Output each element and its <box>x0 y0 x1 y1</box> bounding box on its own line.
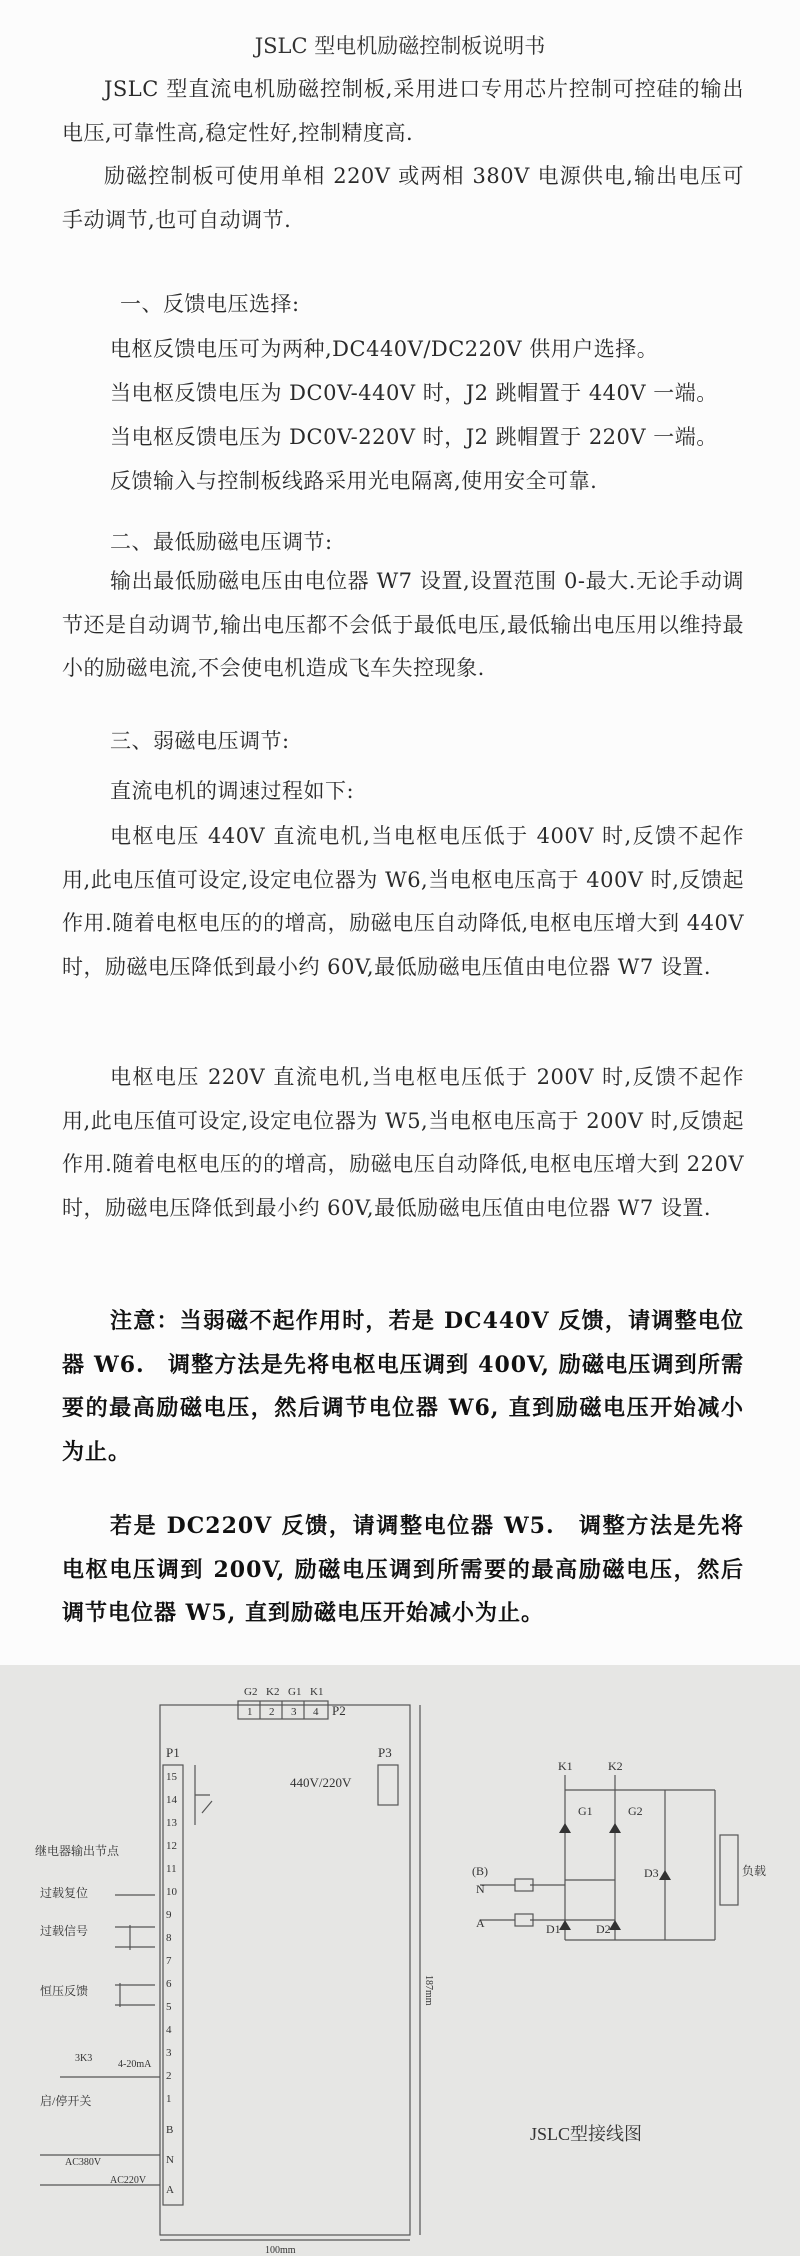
circuit-label-g2: G2 <box>628 1804 643 1818</box>
p2-label: P2 <box>332 1703 346 1718</box>
section-heading-feedback: 一、反馈电压选择: <box>120 292 300 316</box>
paragraph-440v-motor: 电枢电压 440V 直流电机,当电枢电压低于 400V 时,反馈不起作用,此电压值可设定,设定电位器为 W6,当电枢电压高于 400V 时,反馈起作用.随着电枢电压的的增高，励磁电压自动降低,电枢电压增大到 440V 时，励磁电压降低到最小约 60V,最低励磁电压值由电位器 W7 设置. <box>62 824 744 979</box>
p1-pin: 12 <box>166 1840 177 1852</box>
p1-pin: 11 <box>166 1863 177 1875</box>
circuit-label-b: (B) <box>472 1864 488 1878</box>
paragraph-note-w5: 若是 DC220V 反馈，请调整电位器 W5. 调整方法是先将电枢电压调到 200V, 励磁电压调到所需要的最高励磁电压，然后调节电位器 W5, 直到励磁电压开始减小为止。 <box>62 1513 744 1626</box>
board-outline <box>160 1705 410 2235</box>
label-overload-reset: 过载复位 <box>40 1886 89 1900</box>
paragraph-feedback-220: 当电枢反馈电压为 DC0V-220V 时，J2 跳帽置于 220V 一端。 <box>110 425 718 449</box>
wiring-diagram-svg <box>0 1665 800 2256</box>
p1-pin: N <box>166 2154 174 2166</box>
p1-pin: 2 <box>166 2070 172 2082</box>
circuit-label-k1: K1 <box>558 1759 573 1773</box>
paragraph-min-excitation: 输出最低励磁电压由电位器 W7 设置,设置范围 0-最大.无论手动调节还是自动调节,输出电压都不会低于最低电压,最低输出电压用以维持最小的励磁电流,不会使电机造成飞车失控现象. <box>62 569 744 680</box>
circuit-label-d2: D2 <box>596 1922 611 1936</box>
p1-pin: 4 <box>166 2024 172 2036</box>
p1-pin: 7 <box>166 1955 172 1967</box>
paragraph-note-w6: 注意：当弱磁不起作用时，若是 DC440V 反馈，请调整电位器 W6. 调整方法是先将电枢电压调到 400V, 励磁电压调到所需要的最高励磁电压，然后调节电位器 W6, 直到励磁电压开始减小为止。 <box>62 1308 744 1465</box>
section-heading-field-weakening: 三、弱磁电压调节: <box>110 729 290 753</box>
p2-pin-label: G2 <box>244 1686 258 1698</box>
p2-pin-label: G1 <box>288 1686 302 1698</box>
label-relay-output: 继电器输出节点 <box>35 1844 120 1858</box>
paragraph-feedback-options: 电枢反馈电压可为两种,DC440V/DC220V 供用户选择。 <box>110 337 659 361</box>
p1-pin: 15 <box>166 1771 177 1783</box>
p2-pin-number: 1 <box>247 1706 253 1718</box>
p1-pin: 14 <box>166 1794 177 1806</box>
p2-pin-number: 3 <box>291 1706 297 1718</box>
label-overload-signal: 过载信号 <box>40 1924 89 1938</box>
paragraph-220v-motor: 电枢电压 220V 直流电机,当电枢电压低于 200V 时,反馈不起作用,此电压值可设定,设定电位器为 W5,当电枢电压高于 200V 时,反馈起作用.随着电枢电压的的增高，励磁电压自动降低,电枢电压增大到 220V 时，励磁电压降低到最小约 60V,最低励磁电压值由电位器 W7 设置. <box>62 1065 744 1220</box>
p1-pin: 8 <box>166 1932 172 1944</box>
label-constant-voltage-feedback: 恒压反馈 <box>40 1984 89 1998</box>
p1-pin: B <box>166 2124 174 2136</box>
diagram-caption: JSLC型接线图 <box>530 2124 643 2144</box>
wiring-diagram <box>0 1665 800 2256</box>
p1-pin: 10 <box>166 1886 177 1898</box>
dim-height: 187mm <box>423 1975 434 2006</box>
paragraph-speed-process: 直流电机的调速过程如下: <box>110 779 355 803</box>
circuit-label-a: A <box>476 1916 485 1930</box>
paragraph-isolation: 反馈输入与控制板线路采用光电隔离,使用安全可靠. <box>110 469 598 493</box>
circuit-label-d3: D3 <box>644 1866 659 1880</box>
label-ac220v: AC220V <box>110 2175 147 2186</box>
p3-voltage-label: 440V/220V <box>290 1775 352 1790</box>
p1-pin: A <box>166 2184 174 2196</box>
circuit-label-k2: K2 <box>608 1759 623 1773</box>
circuit-label-d1: D1 <box>546 1922 561 1936</box>
p1-pin: 9 <box>166 1909 172 1921</box>
label-3k3: 3K3 <box>75 2053 93 2064</box>
p2-pin-label: K2 <box>266 1686 280 1698</box>
p1-pin: 1 <box>166 2093 172 2105</box>
p1-pin: 13 <box>166 1817 177 1829</box>
paragraph-feedback-440: 当电枢反馈电压为 DC0V-440V 时，J2 跳帽置于 440V 一端。 <box>110 381 718 405</box>
circuit-label-n: N <box>476 1882 485 1896</box>
p2-pin-number: 2 <box>269 1706 275 1718</box>
p1-pin: 3 <box>166 2047 172 2059</box>
paragraph-intro: JSLC 型直流电机励磁控制板,采用进口专用芯片控制可控硅的输出电压,可靠性高,稳定性好,控制精度高. <box>62 77 744 145</box>
p2-pin-number: 4 <box>313 1706 319 1718</box>
section-heading-min-excitation: 二、最低励磁电压调节: <box>110 530 333 554</box>
p1-pin: 6 <box>166 1978 172 1990</box>
circuit-label-g1: G1 <box>578 1804 593 1818</box>
p3-label: P3 <box>378 1745 392 1760</box>
label-start-stop-switch: 启/停开关 <box>40 2094 92 2108</box>
dim-width: 100mm <box>265 2245 296 2256</box>
p2-pin-label: K1 <box>310 1686 324 1698</box>
document-title: JSLC 型电机励磁控制板说明书 <box>254 34 546 58</box>
circuit-label-load: 负载 <box>742 1864 767 1878</box>
label-4-20ma: 4-20mA <box>118 2059 152 2070</box>
paragraph-power: 励磁控制板可使用单相 220V 或两相 380V 电源供电,输出电压可手动调节,也可自动调节. <box>62 164 744 232</box>
p1-label: P1 <box>166 1745 180 1760</box>
p1-pin: 5 <box>166 2001 172 2013</box>
label-ac380v: AC380V <box>65 2157 102 2168</box>
